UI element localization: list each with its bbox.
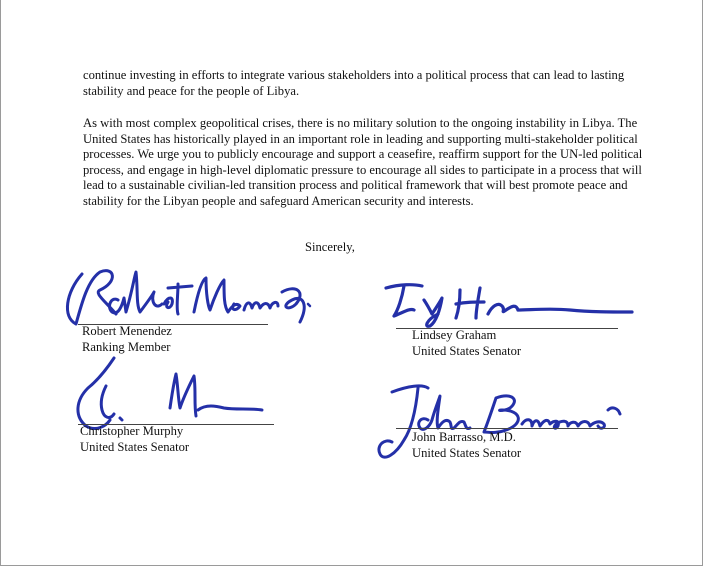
signatory-title-murphy: United States Senator [80, 440, 190, 454]
closing-salutation: Sincerely, [305, 240, 355, 254]
signature-graham [380, 280, 640, 330]
signatory-title-graham: United States Senator [412, 344, 522, 358]
signature-line-barrasso [396, 428, 618, 429]
signatory-name-menendez: Robert Menendez [82, 324, 172, 338]
signatory-name-barrasso: John Barrasso, M.D. [412, 430, 516, 444]
signatory-name-graham: Lindsey Graham [412, 328, 497, 342]
letter-paragraph-2: As with most complex geopolitical crises, there is no military solution to the ongoing instability in Libya. The United States has historically played in an important role in leading and supporting multi-stakeholder political processes. We urge you to publicly encourage and support a ceasefire, reaffirm support for the UN-led political process, and engage in high-level diplomatic pressure to encourage all sides to participate in a process that will lead to a sustainable civilian-led transition process and political framework that will best promote peace and stability for the Libyan people and safeguard American security and interests. [83, 116, 643, 208]
letter-paragraph-1: continue investing in efforts to integrate various stakeholders into a political process that can lead to lasting stability and peace for the people of Libya. [83, 68, 625, 98]
signatory-title-barrasso: United States Senator [412, 446, 522, 460]
signatory-title-menendez: Ranking Member [82, 340, 171, 354]
signatory-name-murphy: Christopher Murphy [80, 424, 184, 438]
